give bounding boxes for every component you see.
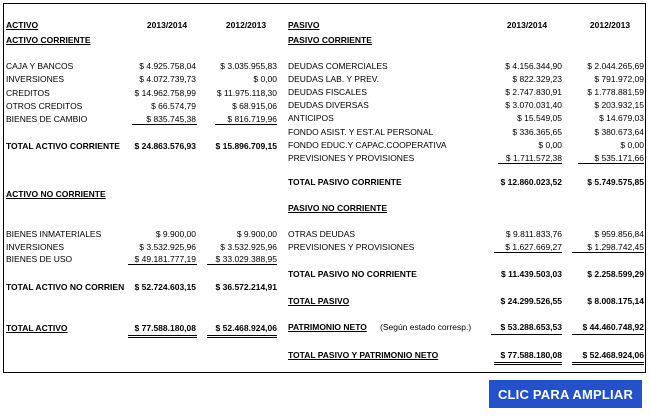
pasivo-corriente-subtotal-line-previous [578,163,644,164]
pasivo-header: PASIVO [288,20,320,30]
activo-no-corriente-row-label: BIENES INMATERIALES [6,229,102,239]
activo-corriente-subtotal-line-previous [215,124,277,125]
total-pasivo-corriente-v1: $ 12.860.023,52 [500,177,562,187]
total-pasivo-v1: $ 24.299.526,55 [500,296,562,306]
activo-header: ACTIVO [6,20,39,30]
activo-col1-header: 2013/2014 [146,20,188,30]
pasivo-corriente-row-value-current: $ 15.549,05 [517,113,562,124]
activo-no-corriente-row-label: BIENES DE USO [6,254,73,265]
total-activo-v2-underline2 [207,337,277,338]
activo-no-corriente-subtotal-line-current [128,264,197,265]
pasivo-corriente-row-value-current: $ 4.156.344,90 [505,61,562,71]
activo-col2-header: 2012/2013 [225,20,267,30]
activo-corriente-row-value-previous: $ 3.035.955,83 [220,61,277,71]
activo-corriente-title: ACTIVO CORRIENTE [6,35,91,45]
total-pasivo-corriente-v2: $ 5.749.575,85 [587,177,644,187]
total-pasivo-no-corriente-label: TOTAL PASIVO NO CORRIENTE [288,269,417,279]
pasivo-corriente-row-label: FONDO EDUC.Y CAPAC.COOPERATIVA [288,139,447,150]
pasivo-corriente-title: PASIVO CORRIENTE [288,35,372,45]
total-pasivo-pn-v1-underline [494,362,562,363]
activo-corriente-row-value-current: $ 4.925.758,04 [139,61,196,71]
total-activo-corriente-label: TOTAL ACTIVO CORRIENTE [6,141,120,151]
activo-corriente-row-value-current: $ 66.574,79 [151,100,196,111]
total-activo-label: TOTAL ACTIVO [6,323,68,333]
activo-no-corriente-title: ACTIVO NO CORRIENTE [6,189,106,199]
patrimonio-neto-label: PATRIMONIO NETO [288,322,367,332]
pasivo-corriente-row-value-current: $ 0,00 [538,139,562,150]
pasivo-corriente-row-value-previous: $ 203.932,15 [594,100,644,111]
pasivo-corriente-row-value-previous: $ 791.972,09 [594,74,644,85]
total-pasivo-no-corriente-v1: $ 11.439.503,03 [501,269,562,279]
pasivo-col1-header: 2013/2014 [506,20,548,30]
total-activo-no-corriente-label: TOTAL ACTIVO NO CORRIEN [6,282,125,292]
total-activo-v1-underline2 [128,337,197,338]
total-activo-corriente-v1: $ 24.863.576,93 [134,141,196,151]
pasivo-corriente-row-value-current: $ 336.365,65 [512,126,562,137]
pasivo-corriente-row-label: DEUDAS LAB. Y PREV. [288,74,380,85]
patrimonio-v1-underline [491,334,562,335]
activo-corriente-row-label: INVERSIONES [6,74,65,85]
patrimonio-neto-v2: $ 44.460.748,92 [582,322,644,332]
total-pasivo-pn-v1-underline2 [494,364,562,365]
pasivo-corriente-subtotal-line-current [498,163,562,164]
pasivo-corriente-row-label: DEUDAS DIVERSAS [288,100,369,111]
activo-no-corriente-row-value-current: $ 3.532.925,96 [139,241,196,252]
pasivo-corriente-row-label: DEUDAS FISCALES [288,87,367,98]
activo-no-corriente-row-value-previous: $ 3.532.925,96 [220,241,277,252]
pasivo-corriente-row-value-current: $ 2.747.830,91 [505,87,562,98]
pasivo-corriente-row-value-previous: $ 14.679,03 [599,113,644,124]
pasivo-corriente-row-label: ANTICIPOS [288,113,334,124]
activo-corriente-row-value-previous: $ 0,00 [253,74,277,85]
total-activo-no-corriente-v2: $ 36.572.214,91 [215,282,277,292]
pasivo-col2-header: 2012/2013 [589,20,631,30]
activo-no-corriente-row-value-previous: $ 9.900,00 [236,229,277,239]
activo-corriente-row-value-current: $ 14.962.758,99 [134,87,196,98]
pasivo-corriente-row-label: PREVISIONES Y PROVISIONES [288,152,415,163]
pasivo-corriente-row-label: DEUDAS COMERCIALES [288,61,388,71]
total-activo-v1: $ 77.588.180,08 [134,323,196,333]
activo-corriente-row-value-previous: $ 11.975.118,30 [216,87,277,98]
balance-sheet [3,3,646,373]
activo-corriente-row-label: BIENES DE CAMBIO [6,114,88,125]
pasivo-corriente-row-value-previous: $ 2.044.265,69 [587,61,644,71]
activo-corriente-row-value-current: $ 4.072.739,73 [139,74,196,85]
pasivo-no-corriente-row-label: PREVISIONES Y PROVISIONES [288,242,415,252]
total-pasivo-label: TOTAL PASIVO [288,296,350,306]
total-activo-v2-underline [207,335,277,336]
activo-corriente-row-value-current: $ 835.745,38 [146,114,196,125]
pasivo-corriente-row-value-current: $ 822.329,23 [512,74,562,85]
clic-para-ampliar-button[interactable]: CLIC PARA AMPLIAR [489,380,642,408]
activo-no-corriente-row-value-current: $ 9.900,00 [155,229,196,239]
total-pasivo-pn-v2-underline2 [572,364,644,365]
pasivo-no-corriente-subtotal-line-current [494,252,562,253]
pasivo-no-corriente-row-value-current: $ 1.627.669,27 [505,242,562,252]
pasivo-corriente-row-label: FONDO ASIST. Y EST.AL PERSONAL [288,126,434,137]
activo-corriente-row-label: OTROS CREDITOS [6,100,83,111]
patrimonio-neto-note: (Según estado corresp.) [380,322,472,332]
total-activo-corriente-v2: $ 15.896.709,15 [215,141,277,151]
activo-corriente-row-label: CREDITOS [6,87,50,98]
total-pasivo-no-corriente-v2: $ 2.258.599,29 [587,269,644,279]
total-pasivo-corriente-label: TOTAL PASIVO CORRIENTE [288,177,402,187]
total-activo-no-corriente-v1: $ 52.724.603,15 [134,282,196,292]
pasivo-no-corriente-row-label: OTRAS DEUDAS [288,229,356,239]
total-activo-v2: $ 52.468.924,06 [215,323,277,333]
total-pasivo-v2: $ 8.008.175,14 [587,296,644,306]
pasivo-no-corriente-subtotal-line-previous [572,252,644,253]
total-activo-v1-underline [128,335,197,336]
pasivo-no-corriente-row-value-previous: $ 1.298.742,45 [587,242,644,252]
pasivo-corriente-row-value-previous: $ 380.673,64 [594,126,644,137]
pasivo-no-corriente-title: PASIVO NO CORRIENTE [288,203,388,213]
total-pasivo-pn-label: TOTAL PASIVO Y PATRIMONIO NETO [288,350,439,360]
patrimonio-neto-v1: $ 53.288.653,53 [500,322,562,332]
pasivo-corriente-row-value-current: $ 1.711.572,38 [505,152,562,163]
total-pasivo-pn-v2: $ 52.468.924,06 [582,350,644,360]
activo-corriente-subtotal-line-current [132,124,197,125]
activo-no-corriente-row-value-previous: $ 33.029.388,95 [215,254,277,265]
pasivo-no-corriente-row-value-current: $ 9.811.833,76 [505,229,562,239]
pasivo-corriente-row-value-previous: $ 0,00 [620,139,644,150]
pasivo-corriente-row-value-current: $ 3.070.031,40 [505,100,562,111]
total-pasivo-pn-v1: $ 77.588.180,08 [500,350,562,360]
activo-no-corriente-row-value-current: $ 49.181.777,19 [134,254,196,265]
activo-no-corriente-row-label: INVERSIONES [6,241,65,252]
patrimonio-v2-underline [572,334,644,335]
total-pasivo-pn-v2-underline [572,362,644,363]
activo-no-corriente-subtotal-line-previous [207,264,277,265]
activo-corriente-row-value-previous: $ 68.915,06 [232,100,277,111]
activo-corriente-row-label: CAJA Y BANCOS [6,61,74,71]
pasivo-no-corriente-row-value-previous: $ 959.856,84 [594,229,644,239]
pasivo-corriente-row-value-previous: $ 535.171,66 [594,152,644,163]
activo-corriente-row-value-previous: $ 816.719,96 [227,114,277,125]
pasivo-corriente-row-value-previous: $ 1.778.881,59 [587,87,644,98]
